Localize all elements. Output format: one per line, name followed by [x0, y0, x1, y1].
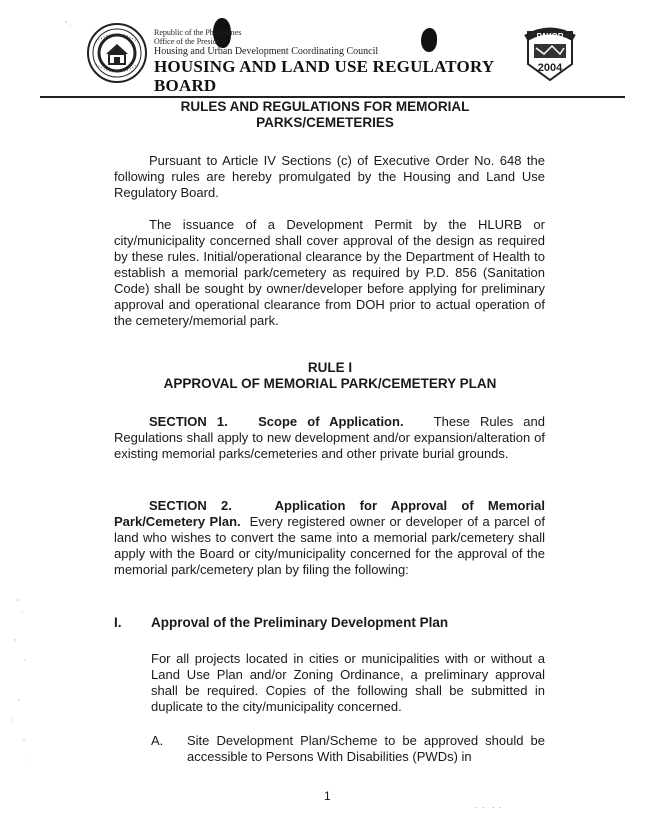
rule-label: RULE I: [307, 360, 353, 375]
item-1-text: For all projects located in cities or municipalities with or without a Land Use Plan and/or Zoning Ordinance, a preliminary approval shall be required. Copies of the following shall be submitted in duplicate to the city/municipality concerned.: [151, 651, 545, 714]
intro-paragraph-2: The issuance of a Development Permit by the HLURB or city/municipality concerned shall cover approval of the design as required by these rules. Initial/operational clearance by the Department of Health to establish a memorial park/cemetery as required by P.D. 856 (Sanitation Code) shall be sought by owner/developer before applying for preliminary approval and operational clearance from DOH prior to actual operation of the cemetery/memorial park.: [114, 217, 545, 328]
title-line-1: RULES AND REGULATIONS FOR MEMORIAL: [180, 99, 470, 114]
badge-year: 2004: [537, 62, 563, 74]
item-a-letter: A.: [151, 733, 164, 748]
letterhead-board: HOUSING AND LAND USE REGULATORY BOARD: [154, 57, 494, 95]
section-1-text: These Rules and Regulations shall apply to new development and/or expansion/alteration of existing memorial parks/cemeteries and other private burial grounds.: [114, 414, 546, 461]
item-1-number: I.: [114, 615, 122, 630]
letterhead-republic: Republic of the Philippines: [154, 28, 242, 37]
section-2-text: Every registered owner or developer of a parcel of land who wishes to convert the same into a memorial park/cemetery shall apply with the Board or city/municipality concerned for the approval of the memorial park/cemetery plan by filing the following:: [114, 514, 545, 577]
rule-title: APPROVAL OF MEMORIAL PARK/CEMETERY PLAN: [163, 376, 497, 391]
letterhead-office: Office of the President: [154, 37, 227, 46]
section-2-heading: Application for Approval of Memorial Park/Cemetery Plan.: [114, 498, 545, 529]
page-number: 1: [324, 789, 331, 803]
section-1-label: SECTION 1.: [149, 414, 228, 429]
item-a-text: Site Development Plan/Scheme to be approved should be accessible to Persons With Disabilities (PWDs) in: [187, 733, 545, 764]
title-line-2: PARKS/CEMETERIES: [256, 115, 394, 130]
item-1-heading: Approval of the Preliminary Development Plan: [151, 615, 449, 630]
section-1-heading: Scope of Application.: [258, 414, 404, 429]
letterhead-council: Housing and Urban Development Coordinating Council: [154, 46, 379, 57]
badge-title: PAYOR: [536, 32, 564, 41]
intro-paragraph-1: Pursuant to Article IV Sections (c) of Executive Order No. 648 the following rules are hereby promulgated by the Housing and Land Use Regulatory Board.: [114, 153, 545, 200]
scan-mark: · · · ·: [475, 803, 503, 812]
section-2-label: SECTION 2.: [149, 498, 232, 513]
